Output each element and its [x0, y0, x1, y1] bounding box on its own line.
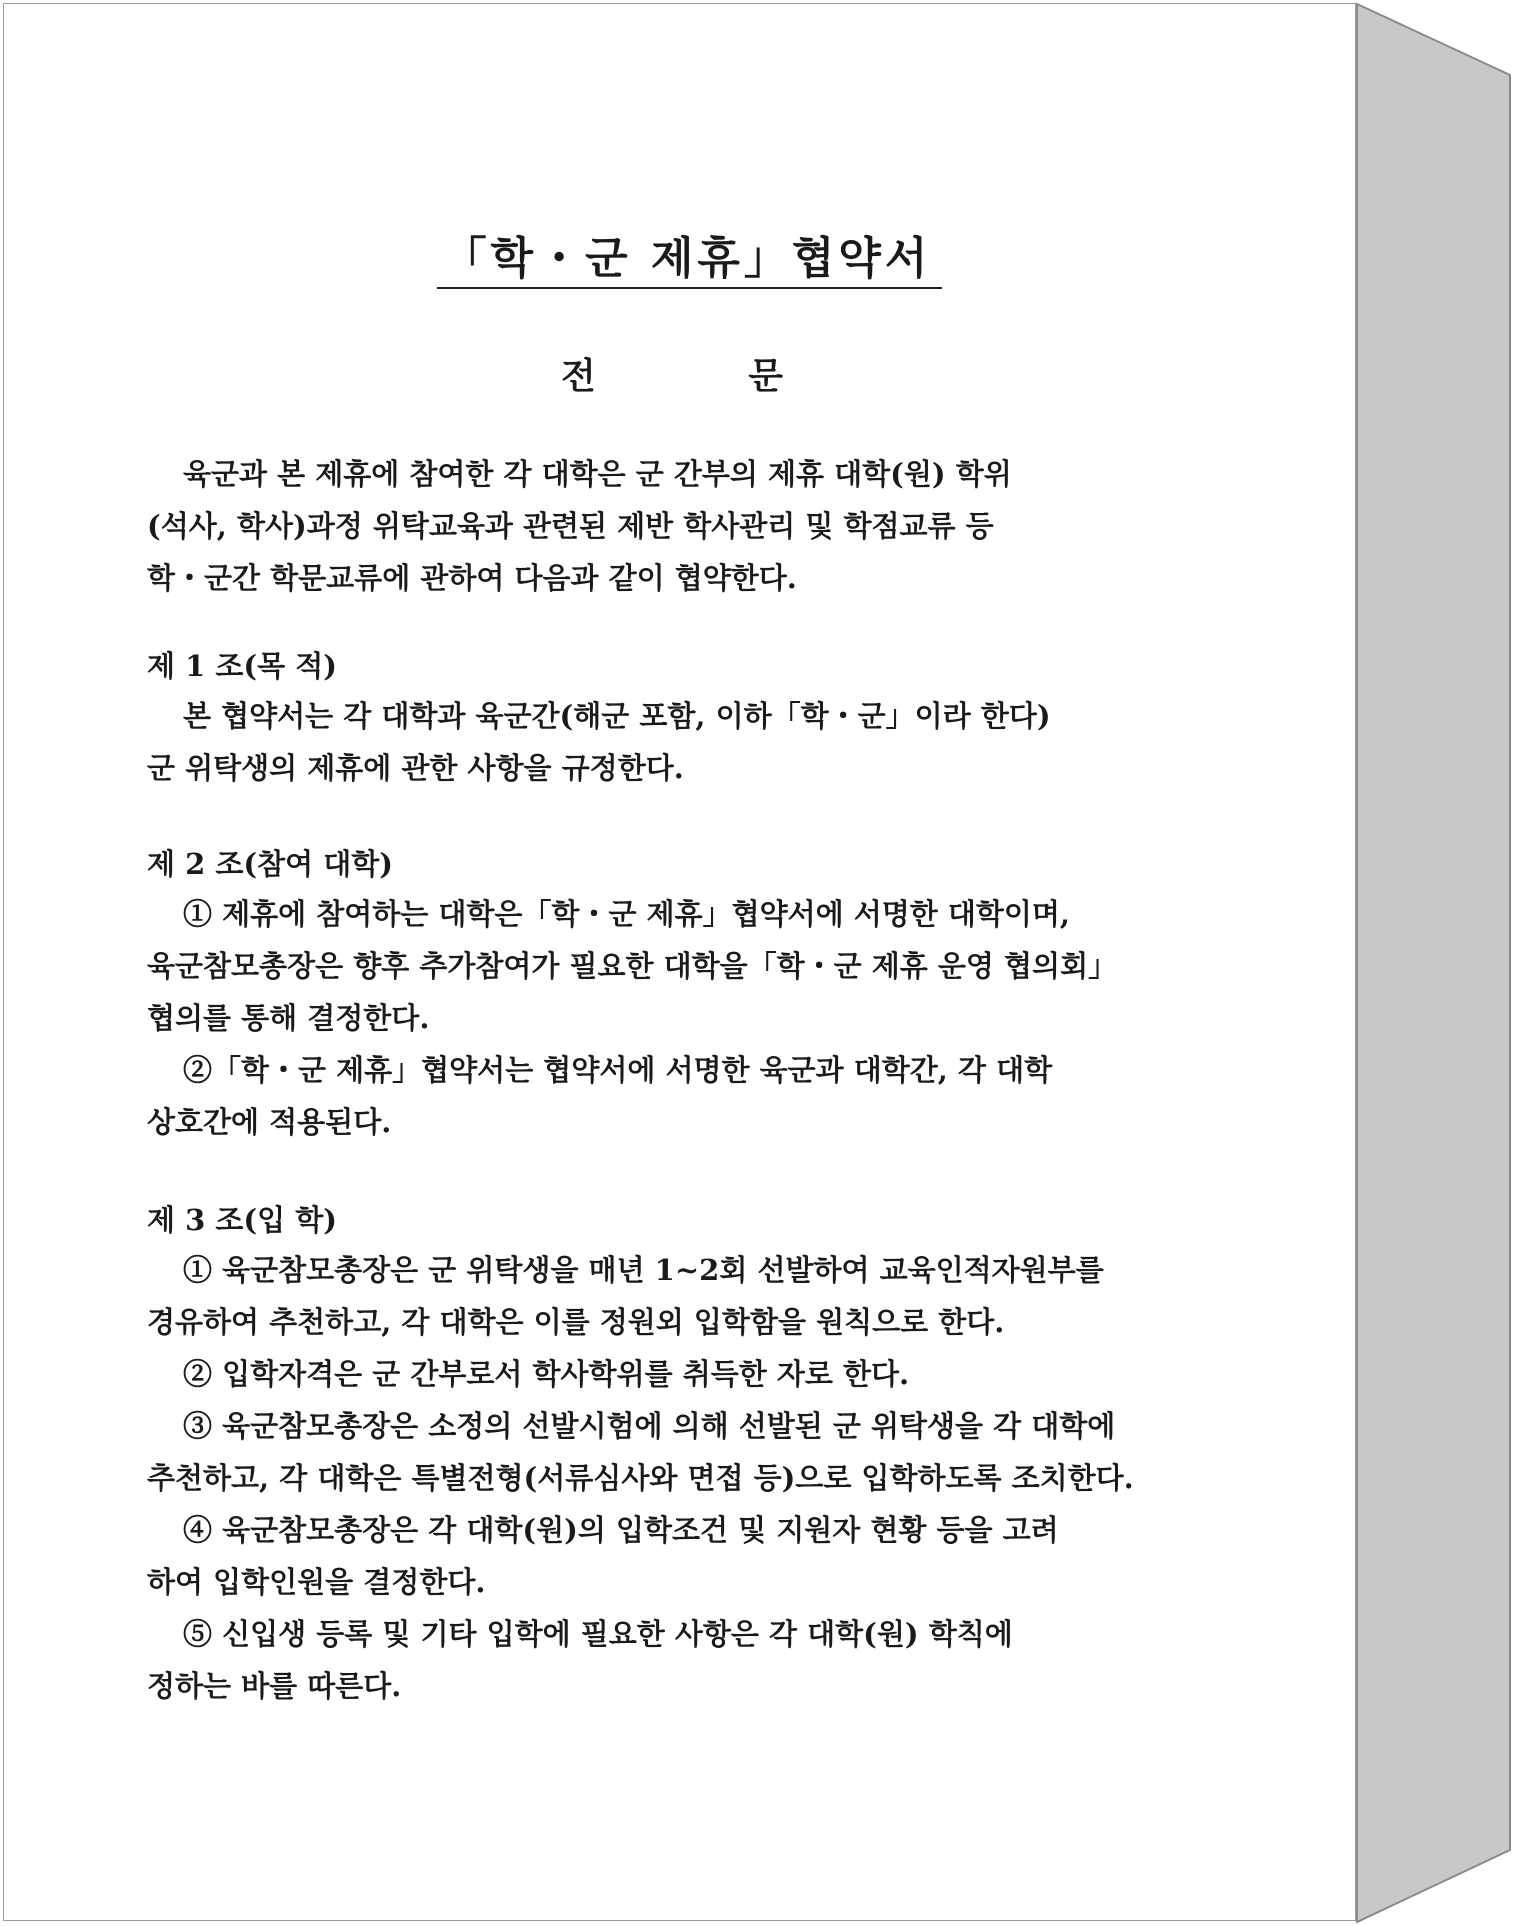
- article-line: ⑤ 신입생 등록 및 기타 입학에 필요한 사항은 각 대학(원) 학칙에: [183, 1617, 1013, 1651]
- article-1-body: [147, 690, 1197, 794]
- preamble-line: 학・군간 학문교류에 관하여 다음과 같이 협약한다.: [147, 561, 797, 595]
- preamble-paragraph: [147, 448, 1197, 604]
- article-3-body: [147, 1244, 1197, 1712]
- article-line: ① 제휴에 참여하는 대학은「학・군 제휴」협약서에 서명한 대학이며,: [183, 897, 1071, 931]
- document-title: 「학・군 제휴」협약서: [442, 233, 932, 284]
- article-line: 협의를 통해 결정한다.: [147, 1001, 430, 1035]
- title-underline: [437, 287, 942, 289]
- article-3-title: 제 3 조(입 학): [147, 1203, 337, 1237]
- article-line: 추천하고, 각 대학은 특별전형(서류심사와 면접 등)으로 입학하도록 조치한다.: [147, 1461, 1134, 1495]
- article-line: ③ 육군참모총장은 소정의 선발시험에 의해 선발된 군 위탁생을 각 대학에: [183, 1409, 1116, 1443]
- article-line: 본 협약서는 각 대학과 육군간(해군 포함, 이하「학・군」이라 한다): [183, 699, 1051, 733]
- article-line: ④ 육군참모총장은 각 대학(원)의 입학조건 및 지원자 현황 등을 고려: [183, 1513, 1059, 1547]
- article-line: 경유하여 추천하고, 각 대학은 이를 정원외 입학함을 원칙으로 한다.: [147, 1305, 1005, 1339]
- article-line: ②「학・군 제휴」협약서는 협약서에 서명한 육군과 대학간, 각 대학: [183, 1053, 1053, 1087]
- preamble-line: 육군과 본 제휴에 참여한 각 대학은 군 간부의 제휴 대학(원) 학위: [183, 457, 1012, 491]
- article-line: 정하는 바를 따른다.: [147, 1669, 402, 1703]
- article-line: 육군참모총장은 향후 추가참여가 필요한 대학을「학・군 제휴 운영 협의회」: [147, 949, 1118, 983]
- article-2-title: 제 2 조(참여 대학): [147, 847, 393, 881]
- preamble-line: (석사, 학사)과정 위탁교육과 관련된 제반 학사관리 및 학점교류 등: [147, 509, 994, 543]
- article-line: 군 위탁생의 제휴에 관한 사항을 규정한다.: [147, 751, 684, 785]
- article-1-title: 제 1 조(목 적): [147, 649, 337, 683]
- article-line: ① 육군참모총장은 군 위탁생을 매년 1~2회 선발하여 교육인적자원부를: [183, 1253, 1104, 1287]
- preamble-heading: 전 문: [560, 355, 854, 397]
- title-block: [437, 222, 937, 286]
- article-line: ② 입학자격은 군 간부로서 학사학위를 취득한 자로 한다.: [183, 1357, 910, 1391]
- article-2-body: [147, 888, 1197, 1148]
- article-line: 상호간에 적용된다.: [147, 1105, 392, 1139]
- article-line: 하여 입학인원을 결정한다.: [147, 1565, 486, 1599]
